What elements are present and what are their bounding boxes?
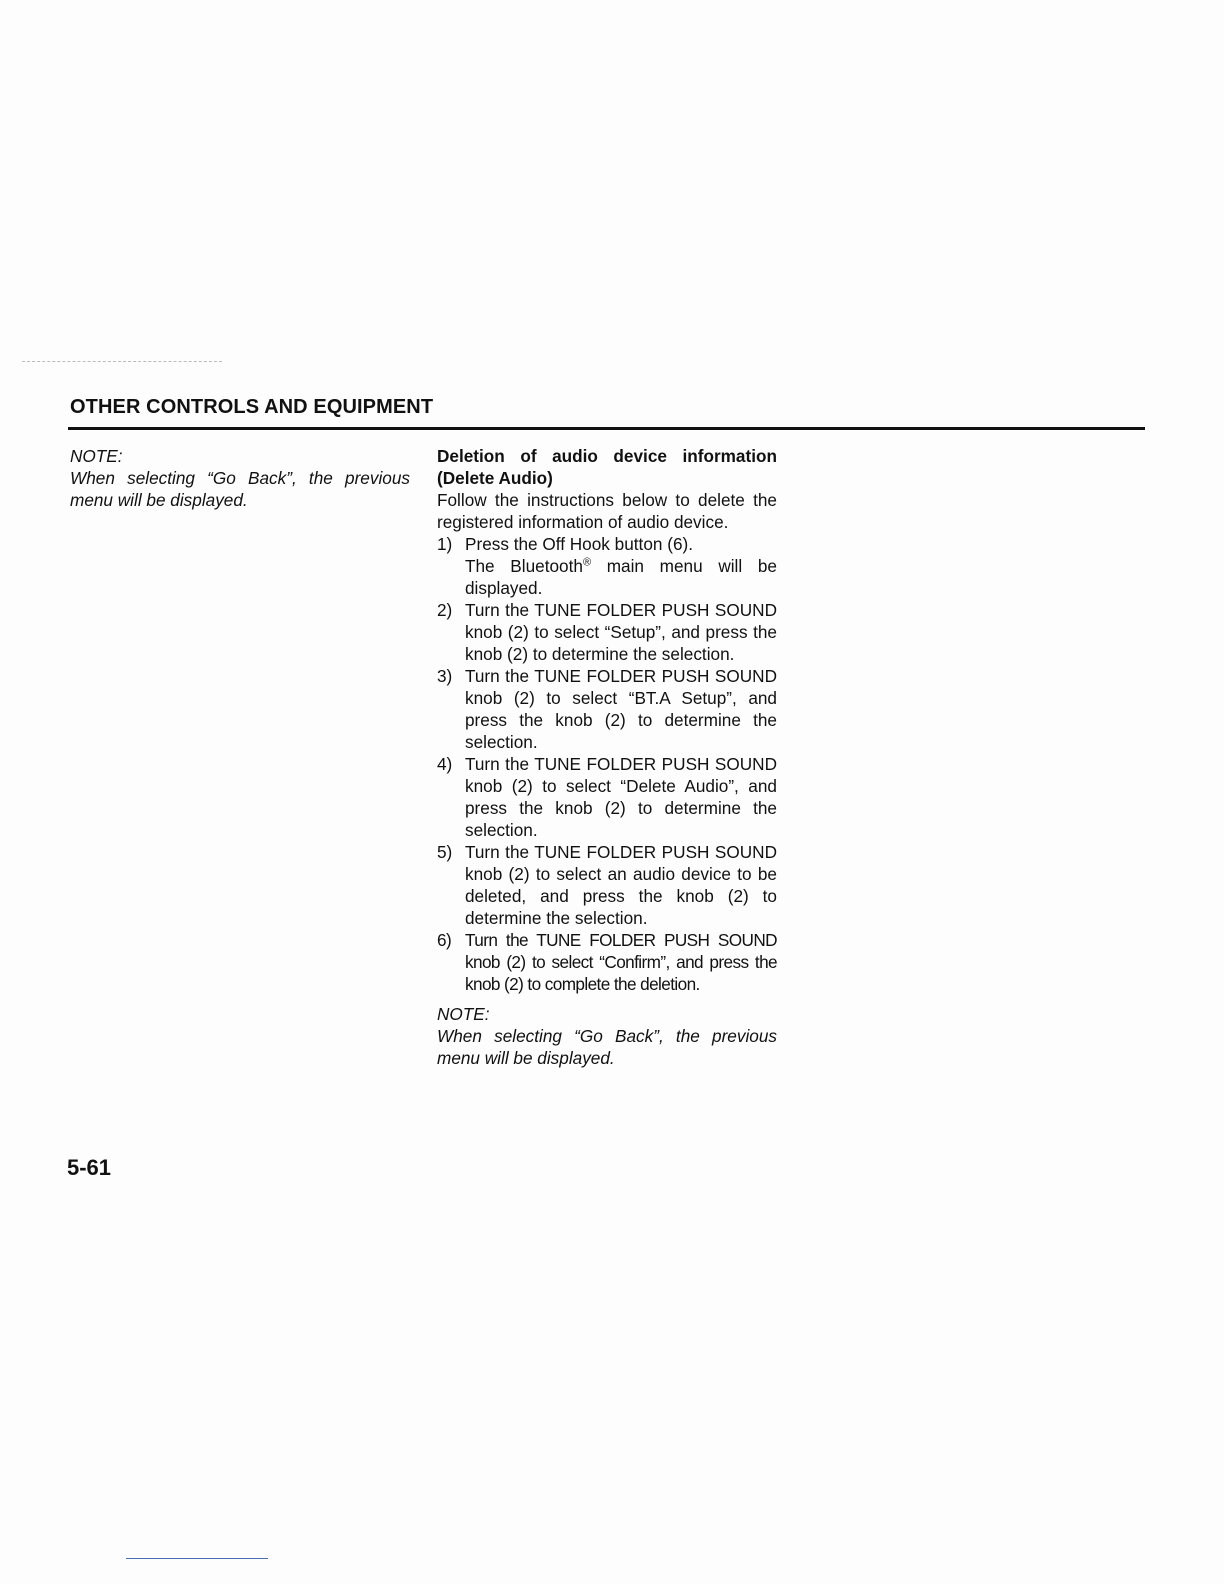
step-item xyxy=(437,753,777,841)
note-text: When selecting “Go Back”, the previous menu will be displayed. xyxy=(70,468,410,510)
header-rule xyxy=(68,427,1145,430)
step-item xyxy=(437,599,777,665)
section-subheading: Deletion of audio device information (Delete Audio) xyxy=(437,446,777,488)
step-item xyxy=(437,841,777,929)
steps-list xyxy=(437,533,777,995)
note-text: When selecting “Go Back”, the previous menu will be displayed. xyxy=(437,1026,777,1068)
step-item xyxy=(437,929,777,995)
step-text: Turn the TUNE FOLDER PUSH SOUND knob (2) to select “Delete Audio”, and press the knob (2) to determine the selection. xyxy=(465,754,777,840)
section-title: OTHER CONTROLS AND EQUIPMENT xyxy=(70,396,434,418)
bottom-rule xyxy=(126,1558,268,1559)
step-subtext-end: main menu will be displayed. xyxy=(465,556,777,598)
step-number: 2) xyxy=(437,600,453,620)
right-column xyxy=(437,445,777,1069)
note-label: NOTE: xyxy=(437,1004,490,1024)
step-item xyxy=(437,533,777,599)
top-dashed-line xyxy=(22,361,222,362)
step-text: Turn the TUNE FOLDER PUSH SOUND knob (2) to select “Setup”, and press the knob (2) to determine the selection. xyxy=(465,600,777,664)
step-number: 1) xyxy=(437,534,453,554)
step-number: 6) xyxy=(437,930,452,950)
step-number: 3) xyxy=(437,666,453,686)
step-text: Turn the TUNE FOLDER PUSH SOUND knob (2) to select “BT.A Setup”, and press the knob (2) to determine the selection. xyxy=(465,666,777,752)
step-text: Turn the TUNE FOLDER PUSH SOUND knob (2) to select “Confirm”, and press the knob (2) to complete the deletion. xyxy=(465,930,777,994)
step-item xyxy=(437,665,777,753)
step-number: 4) xyxy=(437,754,453,774)
step-number: 5) xyxy=(437,842,453,862)
note-label: NOTE: xyxy=(70,446,123,466)
step-text: Turn the TUNE FOLDER PUSH SOUND knob (2) to select an audio device to be deleted, and press the knob (2) to determine the selection. xyxy=(465,842,777,928)
step-text: Press the Off Hook button (6). xyxy=(465,534,694,554)
intro-paragraph: Follow the instructions below to delete the registered information of audio device. xyxy=(437,490,777,532)
registered-mark: ® xyxy=(582,556,592,569)
page-number: 5-61 xyxy=(67,1155,112,1180)
left-column xyxy=(70,445,410,511)
step-subtext-start: The Bluetooth xyxy=(465,556,583,576)
step-subtext xyxy=(465,555,777,599)
note-block xyxy=(437,1003,777,1069)
